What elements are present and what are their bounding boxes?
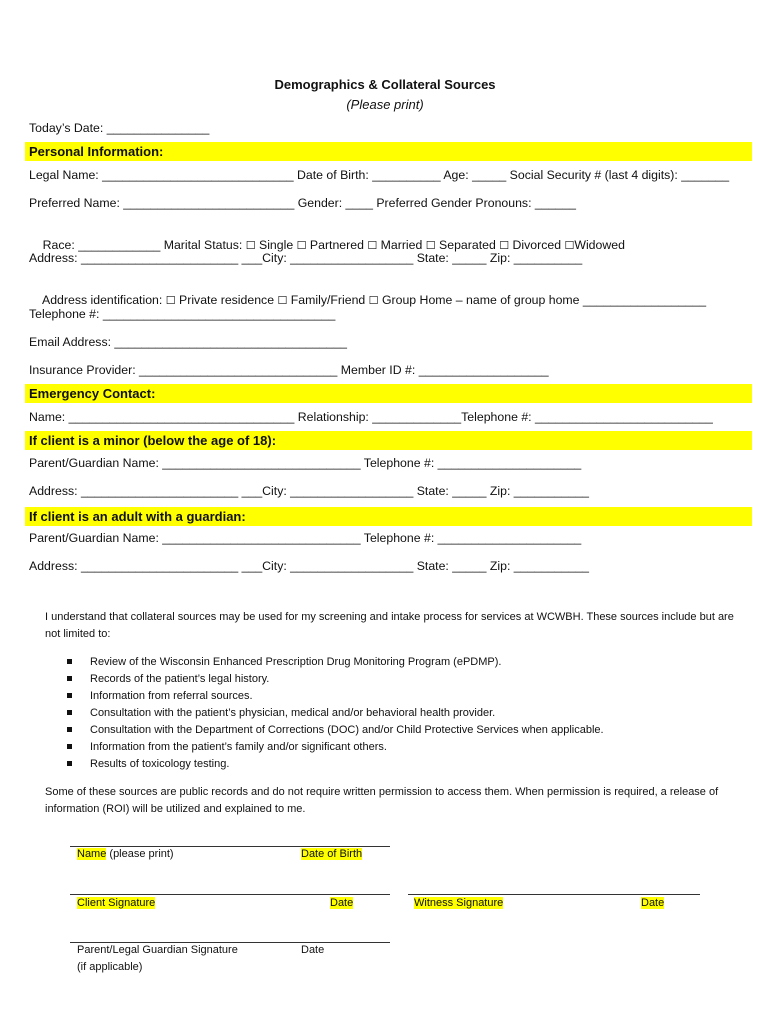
checkbox-icon[interactable]: ☐ (165, 294, 176, 307)
section-heading: If client is an adult with a guardian: (29, 509, 246, 524)
section-heading: If client is a minor (below the age of 18): (29, 433, 277, 448)
list-item-text: Information from the patient’s family and/or significant others. (90, 741, 387, 753)
section-heading: Emergency Contact: (29, 386, 156, 401)
checkbox-icon[interactable]: ☐ (564, 239, 575, 252)
bullet-icon (67, 744, 72, 749)
marital-option-label: Divorced (512, 238, 562, 252)
marital-option-label: Widowed (574, 238, 625, 252)
address-checkbox-family[interactable] (277, 293, 365, 307)
list-item (66, 756, 604, 773)
guardian-note: (if applicable) (77, 961, 143, 973)
marital-checkbox-married[interactable] (367, 238, 422, 252)
client-signature-line[interactable] (70, 894, 390, 895)
marital-option-label: Single (259, 238, 294, 252)
bullet-icon (67, 693, 72, 698)
list-item-text: Consultation with the patient’s physician, medical and/or behavioral health provider. (90, 707, 496, 719)
section-minor (25, 431, 752, 450)
checkbox-icon[interactable]: ☐ (367, 239, 378, 252)
witness-signature-label: Witness Signature (414, 897, 504, 909)
marital-checkbox-widowed[interactable] (564, 238, 624, 252)
list-item (66, 739, 604, 756)
date-of-birth-label: Date of Birth (301, 848, 363, 860)
list-item (66, 671, 604, 688)
section-adult-guardian (25, 507, 752, 526)
checkbox-icon[interactable]: ☐ (425, 239, 436, 252)
bullet-icon (67, 727, 72, 732)
email-line[interactable]: Email Address: __________________________________ (29, 335, 347, 349)
marital-option-label: Married (380, 238, 423, 252)
marital-checkbox-separated[interactable] (426, 238, 496, 252)
name-print-label (77, 848, 174, 860)
collateral-source-list (66, 654, 604, 773)
checkbox-icon[interactable]: ☐ (499, 239, 510, 252)
client-signature-label: Client Signature (77, 897, 156, 909)
marital-option-label: Separated (439, 238, 496, 252)
name-label: Name (77, 848, 107, 860)
list-item-text: Consultation with the Department of Corrections (DOC) and/or Child Protective Services when applicable. (90, 724, 604, 736)
name-suffix: (please print) (106, 848, 174, 860)
address-option-label: Private residence (179, 293, 275, 307)
address-line[interactable]: Address: _______________________ ___City: __________________ State: _____ Zip: __________ (29, 251, 583, 265)
list-item (66, 654, 604, 671)
checkbox-icon[interactable]: ☐ (245, 239, 256, 252)
address-identification-label: Address identification: (42, 293, 166, 307)
race-label[interactable]: Race: ____________ Marital Status: (42, 238, 246, 252)
section-personal-information (25, 142, 752, 161)
list-item (66, 688, 604, 705)
emergency-contact-line[interactable]: Name: _________________________________ Relationship: _____________Telephone #: __________________________ (29, 410, 713, 424)
guardian-parent-line[interactable]: Parent/Guardian Name: _____________________________ Telephone #: _____________________ (29, 531, 582, 545)
todays-date-field[interactable]: Today’s Date: _______________ (29, 121, 210, 135)
list-item (66, 705, 604, 722)
address-option-label: Group Home – name of group home __________________ (381, 293, 707, 307)
bullet-icon (67, 710, 72, 715)
section-heading: Personal Information: (29, 144, 164, 159)
guardian-signature-label: Parent/Legal Guardian Signature (77, 944, 238, 956)
legal-name-line[interactable]: Legal Name: ____________________________ Date of Birth: __________ Age: _____ Social Security # (last 4 digits): _______ (29, 168, 730, 182)
address-checkbox-group-home[interactable] (369, 293, 706, 307)
preferred-name-line[interactable]: Preferred Name: _________________________ Gender: ____ Preferred Gender Pronouns: ______ (29, 196, 576, 210)
address-checkbox-private[interactable] (166, 293, 274, 307)
guardian-signature-line[interactable] (70, 942, 390, 943)
name-signature-line[interactable] (70, 846, 390, 847)
client-date-label: Date (330, 897, 354, 909)
minor-address-line[interactable]: Address: _______________________ ___City: __________________ State: _____ Zip: ___________ (29, 484, 590, 498)
witness-signature-line[interactable] (408, 894, 700, 895)
insurance-line[interactable]: Insurance Provider: _____________________________ Member ID #: ___________________ (29, 363, 549, 377)
form-subtitle: (Please print) (346, 97, 424, 112)
section-emergency-contact (25, 384, 752, 403)
list-item-text: Records of the patient’s legal history. (90, 673, 270, 685)
marital-checkbox-partnered[interactable] (297, 238, 364, 252)
checkbox-icon[interactable]: ☐ (296, 239, 307, 252)
consent-intro: I understand that collateral sources may be used for my screening and intake process for services at WCWBH. These sources include but are not limited to: (45, 611, 734, 640)
bullet-icon (67, 676, 72, 681)
telephone-line[interactable]: Telephone #: __________________________________ (29, 307, 336, 321)
bullet-icon (67, 761, 72, 766)
guardian-address-line[interactable]: Address: _______________________ ___City: __________________ State: _____ Zip: ___________ (29, 559, 590, 573)
consent-closing: Some of these sources are public records and do not require written permission to access them. When permission is required, a release of information (ROI) will be utilized and explained to me. (45, 786, 719, 815)
minor-parent-line[interactable]: Parent/Guardian Name: _____________________________ Telephone #: _____________________ (29, 456, 582, 470)
bullet-icon (67, 659, 72, 664)
address-option-label: Family/Friend (290, 293, 366, 307)
witness-date-label: Date (641, 897, 665, 909)
list-item-text: Information from referral sources. (90, 690, 253, 702)
list-item-text: Results of toxicology testing. (90, 758, 230, 770)
marital-option-label: Partnered (309, 238, 364, 252)
form-title: Demographics & Collateral Sources (274, 77, 496, 92)
marital-checkbox-single[interactable] (246, 238, 293, 252)
checkbox-icon[interactable]: ☐ (277, 294, 288, 307)
list-item (66, 722, 604, 739)
marital-checkbox-divorced[interactable] (499, 238, 561, 252)
checkbox-icon[interactable]: ☐ (368, 294, 379, 307)
guardian-date-label: Date (301, 944, 325, 956)
list-item-text: Review of the Wisconsin Enhanced Prescription Drug Monitoring Program (ePDMP). (90, 656, 502, 668)
